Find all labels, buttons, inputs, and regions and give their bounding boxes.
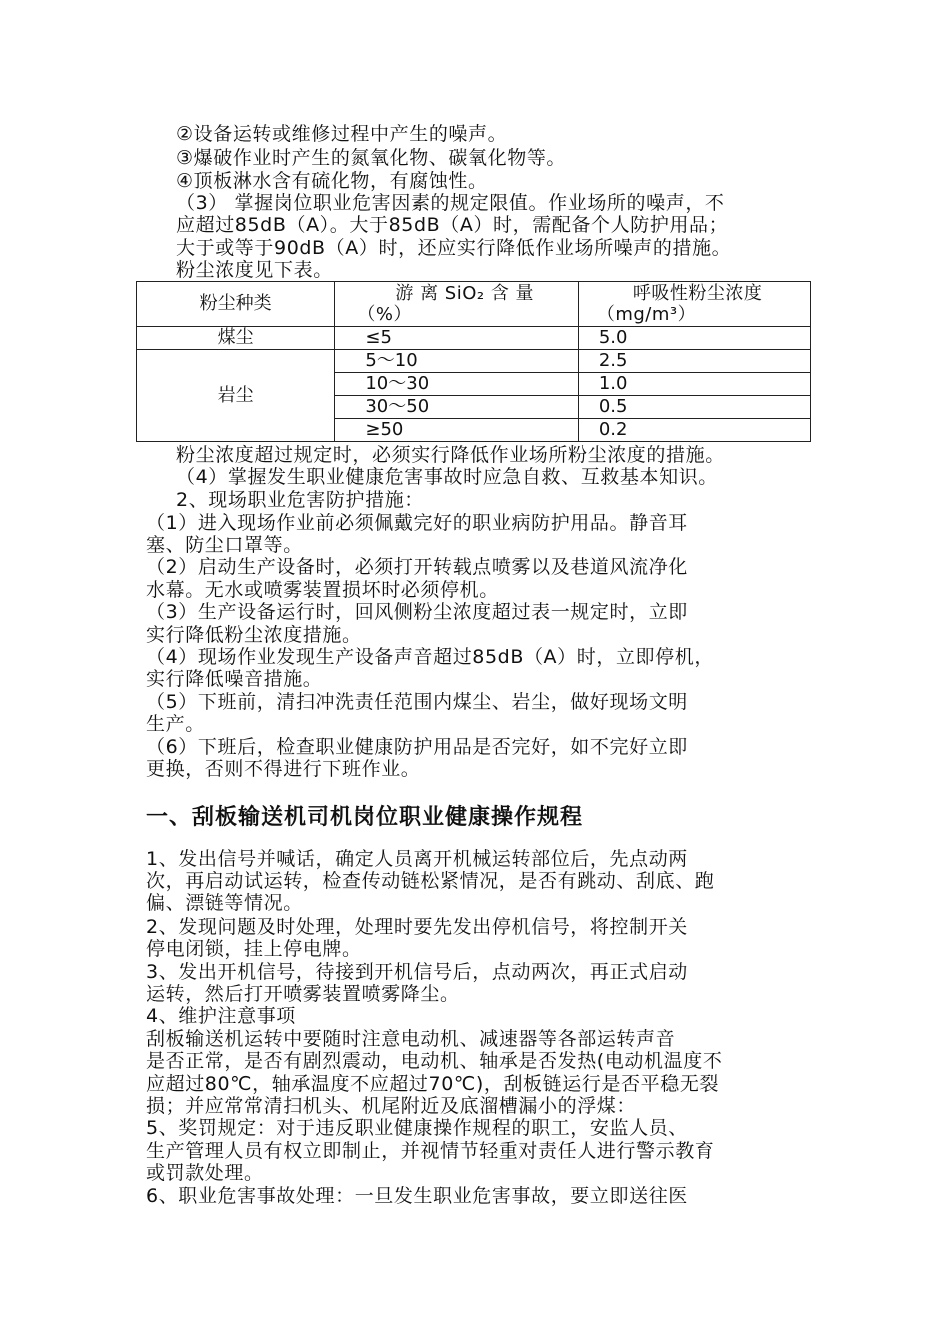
- text-line: （3）生产设备运行时，回风侧粉尘浓度超过表一规定时，立即: [146, 601, 688, 623]
- text-line: 5、奖罚规定：对于违反职业健康操作规程的职工，安监人员、: [146, 1117, 688, 1139]
- text-line: 6、职业危害事故处理：一旦发生职业危害事故，要立即送往医: [146, 1185, 688, 1207]
- text-line: （1）进入现场作业前必须佩戴完好的职业病防护用品。静音耳: [146, 512, 688, 534]
- cell-dust-type: 岩尘: [137, 350, 335, 442]
- header-dust-type: 粉尘种类: [137, 282, 335, 327]
- text-line: 实行降低噪音措施。: [146, 668, 323, 690]
- table-row: [137, 327, 811, 350]
- text-line: 次，再启动试运转，检查传动链松紧情况，是否有跳动、刮底、跑: [146, 870, 715, 892]
- header-sio2-line1: 游 离 SiO₂ 含 量: [395, 283, 535, 304]
- text-line: ③爆破作业时产生的氮氧化物、碳氧化物等。: [176, 147, 567, 169]
- cell-sio2: ≤5: [335, 327, 578, 350]
- cell-dust-type: 煤尘: [137, 327, 335, 350]
- cell-concentration: 0.2: [578, 419, 810, 442]
- text-line: 停电闭锁，挂上停电牌。: [146, 938, 362, 960]
- text-line: 应超过80℃，轴承温度不应超过70℃)，刮板链运行是否平稳无裂: [146, 1073, 720, 1095]
- text-line: 是否正常，是否有剧烈震动，电动机、轴承是否发热(电动机温度不: [146, 1050, 723, 1072]
- dust-limit-table: [136, 281, 811, 442]
- text-line: （4）掌握发生职业健康危害事故时应急自救、互救基本知识。: [176, 466, 718, 488]
- text-line: 偏、漂链等情况。: [146, 892, 303, 914]
- cell-sio2: 10～30: [335, 373, 578, 396]
- text-line: 运转，然后打开喷雾装置喷雾降尘。: [146, 983, 460, 1005]
- text-line: 粉尘浓度见下表。: [176, 259, 333, 281]
- cell-sio2: ≥50: [335, 419, 578, 442]
- text-line: 4、维护注意事项: [146, 1005, 296, 1027]
- text-line: 大于或等于90dB（A）时，还应实行降低作业场所噪声的措施。: [176, 237, 732, 259]
- text-line: 生产管理人员有权立即制止，并视情节轻重对责任人进行警示教育: [146, 1140, 715, 1162]
- text-line: 3、发出开机信号，待接到开机信号后，点动两次，再正式启动: [146, 961, 688, 983]
- text-line: 更换，否则不得进行下班作业。: [146, 758, 421, 780]
- text-line: 2、现场职业危害防护措施：: [176, 489, 424, 511]
- cell-concentration: 1.0: [578, 373, 810, 396]
- section-heading: 一、刮板输送机司机岗位职业健康操作规程: [146, 805, 584, 830]
- header-sio2: [335, 282, 578, 327]
- text-line: （6）下班后，检查职业健康防护用品是否完好，如不完好立即: [146, 736, 688, 758]
- cell-concentration: 5.0: [578, 327, 810, 350]
- text-line: 水幕。无水或喷雾装置损坏时必须停机。: [146, 579, 499, 601]
- cell-concentration: 0.5: [578, 396, 810, 419]
- text-line: （5）下班前，清扫冲洗责任范围内煤尘、岩尘，做好现场文明: [146, 691, 688, 713]
- text-line: 粉尘浓度超过规定时，必须实行降低作业场所粉尘浓度的措施。: [176, 444, 725, 466]
- cell-sio2: 5～10: [335, 350, 578, 373]
- text-line: 或罚款处理。: [146, 1162, 264, 1184]
- text-line: （2）启动生产设备时，必须打开转载点喷雾以及巷道风流净化: [146, 556, 688, 578]
- header-sio2-line2: （%）: [357, 304, 412, 325]
- text-line: 应超过85dB（A）。大于85dB（A）时，需配备个人防护用品；: [176, 214, 729, 236]
- cell-concentration: 2.5: [578, 350, 810, 373]
- header-conc-line2: （mg/m³）: [596, 304, 697, 325]
- header-conc-line1: 呼吸性粉尘浓度: [632, 283, 763, 304]
- table-row: [137, 350, 811, 373]
- text-line: 实行降低粉尘浓度措施。: [146, 624, 362, 646]
- text-line: （4）现场作业发现生产设备声音超过85dB（A）时，立即停机，: [146, 646, 714, 668]
- text-line: 1、发出信号并喊话，确定人员离开机械运转部位后，先点动两: [146, 848, 688, 870]
- text-line: 损；并应常常清扫机头、机尾附近及底溜槽漏小的浮煤：: [146, 1095, 637, 1117]
- text-line: （3） 掌握岗位职业危害因素的规定限值。作业场所的噪声，不: [176, 192, 725, 214]
- text-line: ②设备运转或维修过程中产生的噪声。: [176, 123, 508, 145]
- text-line: 2、发现问题及时处理，处理时要先发出停机信号，将控制开关: [146, 916, 688, 938]
- text-line: 塞、防尘口罩等。: [146, 534, 303, 556]
- text-line: 刮板输送机运转中要随时注意电动机、减速器等各部运转声音: [146, 1028, 676, 1050]
- table-header-row: [137, 282, 811, 327]
- header-concentration: [578, 282, 810, 327]
- cell-sio2: 30～50: [335, 396, 578, 419]
- text-line: ④顶板淋水含有硫化物，有腐蚀性。: [176, 170, 488, 192]
- text-line: 生产。: [146, 713, 205, 735]
